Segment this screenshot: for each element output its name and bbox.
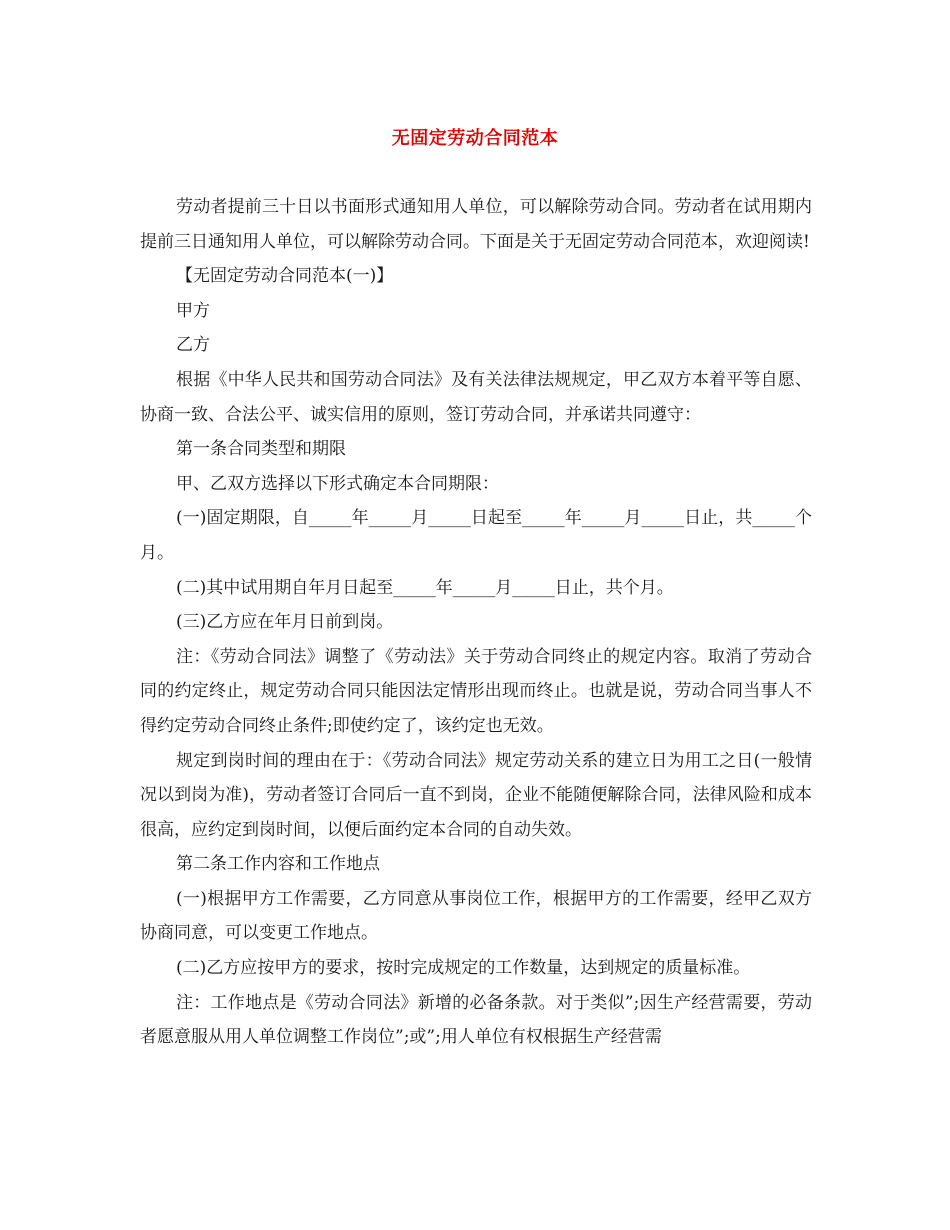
party-a-label: 甲方 (176, 300, 210, 321)
page-title: 无固定劳动合同范本 (391, 128, 559, 149)
paragraph-term-choice: 甲、乙双方选择以下形式确定本合同期限： (176, 473, 499, 494)
clause-work-quality: (二)乙方应按甲方的要求，按时完成规定的工作数量，达到规定的质量标准。 (176, 958, 751, 979)
party-b-label: 乙方 (176, 335, 210, 356)
article-1-heading: 第一条合同类型和期限 (176, 439, 346, 460)
paragraph-legal-basis: 根据《中华人民共和国劳动合同法》及有关法律法规规定，甲乙双方本着平等自愿、协商一致、合法公平、诚实信用的原则，签订劳动合同，并承诺共同遵守： (140, 369, 812, 425)
clause-report-date: (三)乙方应在年月日前到岗。 (176, 612, 394, 633)
clause-work-location: (一)根据甲方工作需要，乙方同意从事岗位工作，根据甲方的工作需要，经甲乙双方协商同意，可以变更工作地点。 (140, 888, 812, 944)
article-2-heading: 第二条工作内容和工作地点 (176, 854, 380, 875)
paragraph-intro: 劳动者提前三十日以书面形式通知用人单位，可以解除劳动合同。劳动者在试用期内提前三日通知用人单位，可以解除劳动合同。下面是关于无固定劳动合同范本，欢迎阅读! (140, 197, 812, 252)
section-heading-sample-1: 【无固定劳动合同范本(一)】 (176, 266, 394, 287)
note-work-location: 注：工作地点是《劳动合同法》新增的必备条款。对于类似”;因生产经营需要，劳动者愿意服从用人单位调整工作岗位”;或”;用人单位有权根据生产经营需 (140, 992, 812, 1048)
note-termination: 注：《劳动合同法》调整了《劳动法》关于劳动合同终止的规定内容。取消了劳动合同的约定终止，规定劳动合同只能因法定情形出现而终止。也就是说，劳动合同当事人不得约定劳动合同终止条件;即使约定了，该约定也无效。 (140, 646, 812, 736)
clause-probation: (二)其中试用期自年月日起至_____年_____月_____日止，共个月。 (176, 577, 674, 598)
paragraph-report-reason: 规定到岗时间的理由在于：《劳动合同法》规定劳动关系的建立日为用工之日(一般情况以到岗为准)，劳动者签订合同后一直不到岗，企业不能随便解除合同，法律风险和成本很高，应约定到岗时间，以便后面约定本合同的自动失效。 (140, 750, 812, 840)
document-body (140, 190, 812, 1055)
clause-fixed-term: (一)固定期限，自_____年_____月_____日起至_____年_____月_____日止，共_____个月。 (140, 508, 812, 563)
